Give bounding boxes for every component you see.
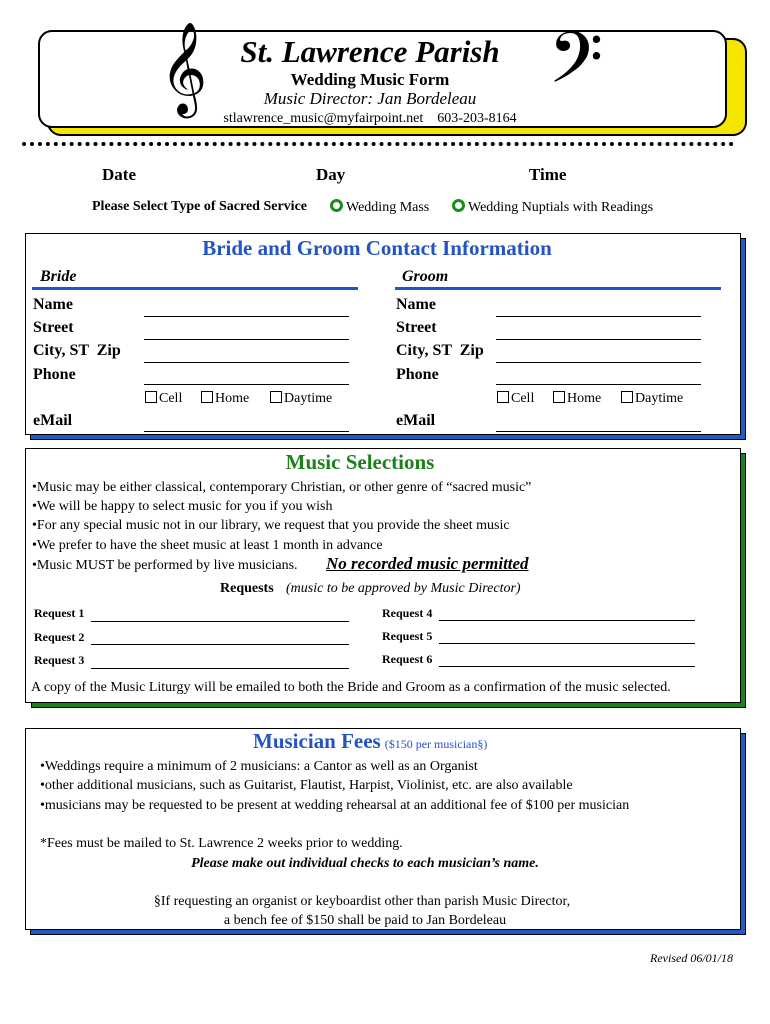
copy-note: A copy of the Music Liturgy will be emailed to both the Bride and Groom as a confirmation of the music selected. [31,680,671,695]
bride-city-label: City, ST Zip [33,342,121,359]
bride-city-field[interactable] [144,349,349,363]
groom-email-label: eMail [396,412,436,429]
request-3-label: Request 3 [34,653,85,667]
music-bullet: •Music may be either classical, contemporary Christian, or other genre of “sacred music” [32,480,532,495]
time-label: Time [529,165,567,184]
checkbox-icon[interactable] [621,391,633,403]
requests-label: Requests [220,581,274,596]
bride-home-check[interactable]: Home [201,391,249,407]
groom-street-field[interactable] [496,326,701,340]
bench-fee-line-2: a bench fee of $150 shall be paid to Jan Bordeleau [223,913,507,928]
bride-heading: Bride [40,268,77,285]
fees-bullet: •Weddings require a minimum of 2 musicians: a Cantor as well as an Organist [40,759,478,774]
no-recorded-music: No recorded music permitted [326,554,529,573]
revised-date: Revised 06/01/18 [650,951,733,965]
music-bullet: •We will be happy to select music for you if you wish [32,499,333,514]
groom-daytime-check[interactable]: Daytime [621,391,683,407]
music-bullet: •We prefer to have the sheet music at least 1 month in advance [32,538,383,553]
fees-bullet: •musicians may be requested to be present at wedding rehearsal at an additional fee of $100 per musician [40,798,630,813]
fees-mail-note: *Fees must be mailed to St. Lawrence 2 weeks prior to wedding. [40,836,403,851]
form-subtitle: Wedding Music Form [290,70,450,89]
groom-phone-label: Phone [396,366,439,383]
request-2-label: Request 2 [34,630,85,644]
bench-fee-line-1: §If requesting an organist or keyboardist other than parish Music Director, [153,894,571,909]
bride-cell-check[interactable]: Cell [145,391,182,407]
fees-checks-note: Please make out individual checks to each musician’s name. [191,856,539,871]
groom-city-label: City, ST Zip [396,342,484,359]
groom-home-check[interactable]: Home [553,391,601,407]
groom-name-field[interactable] [496,303,701,317]
groom-heading: Groom [402,268,449,285]
bride-phone-label: Phone [33,366,76,383]
bass-clef-icon: 𝄢 [548,17,604,117]
contact-line: stlawrence_music@myfairpoint.net 603-203-8164 [223,111,517,126]
request-5-label: Request 5 [382,629,433,643]
request-2-field[interactable] [91,631,349,645]
request-4-label: Request 4 [382,606,433,620]
request-6-label: Request 6 [382,652,433,666]
treble-clef-icon: 𝄞 [160,21,208,114]
groom-name-label: Name [396,296,436,313]
request-1-field[interactable] [91,608,349,622]
contact-section-title: Bride and Groom Contact Information [202,236,552,260]
checkbox-icon[interactable] [270,391,282,403]
date-label: Date [102,165,136,184]
dotted-divider [22,142,734,146]
bride-street-field[interactable] [144,326,349,340]
fees-section-title: Musician Fees [253,729,381,753]
checkbox-icon[interactable] [553,391,565,403]
checkbox-icon[interactable] [497,391,509,403]
groom-phone-field[interactable] [496,371,701,385]
fees-title-row [253,729,487,754]
fees-bullet: •other additional musicians, such as Guitarist, Flautist, Harpist, Violinist, etc. are also available [40,778,573,793]
fees-title-note: ($150 per musician§) [384,737,488,751]
request-5-field[interactable] [439,630,695,644]
bride-rule [32,287,358,290]
request-1-label: Request 1 [34,606,85,620]
service-option-nuptials[interactable]: Wedding Nuptials with Readings [452,199,653,216]
page-title: St. Lawrence Parish [240,34,500,69]
music-section-title: Music Selections [285,450,435,474]
requests-note: (music to be approved by Music Director) [286,581,521,596]
music-director: Music Director: Jan Bordeleau [263,89,477,108]
groom-email-field[interactable] [496,418,701,432]
radio-icon[interactable] [452,199,465,212]
bride-email-field[interactable] [144,418,349,432]
service-option-mass[interactable]: Wedding Mass [330,199,429,216]
groom-cell-check[interactable]: Cell [497,391,534,407]
bride-daytime-check[interactable]: Daytime [270,391,332,407]
checkbox-icon[interactable] [201,391,213,403]
groom-city-field[interactable] [496,349,701,363]
checkbox-icon[interactable] [145,391,157,403]
music-bullet: •Music MUST be performed by live musicians. [32,558,298,573]
request-4-field[interactable] [439,607,695,621]
service-prompt: Please Select Type of Sacred Service [92,199,307,214]
bride-name-field[interactable] [144,303,349,317]
groom-street-label: Street [396,319,437,336]
groom-rule [395,287,721,290]
radio-icon[interactable] [330,199,343,212]
music-bullet: •For any special music not in our library, we request that you provide the sheet music [32,518,510,533]
bride-phone-field[interactable] [144,371,349,385]
bride-email-label: eMail [33,412,73,429]
bride-name-label: Name [33,296,73,313]
request-3-field[interactable] [91,655,349,669]
day-label: Day [316,165,346,184]
request-6-field[interactable] [439,653,695,667]
bride-street-label: Street [33,319,74,336]
